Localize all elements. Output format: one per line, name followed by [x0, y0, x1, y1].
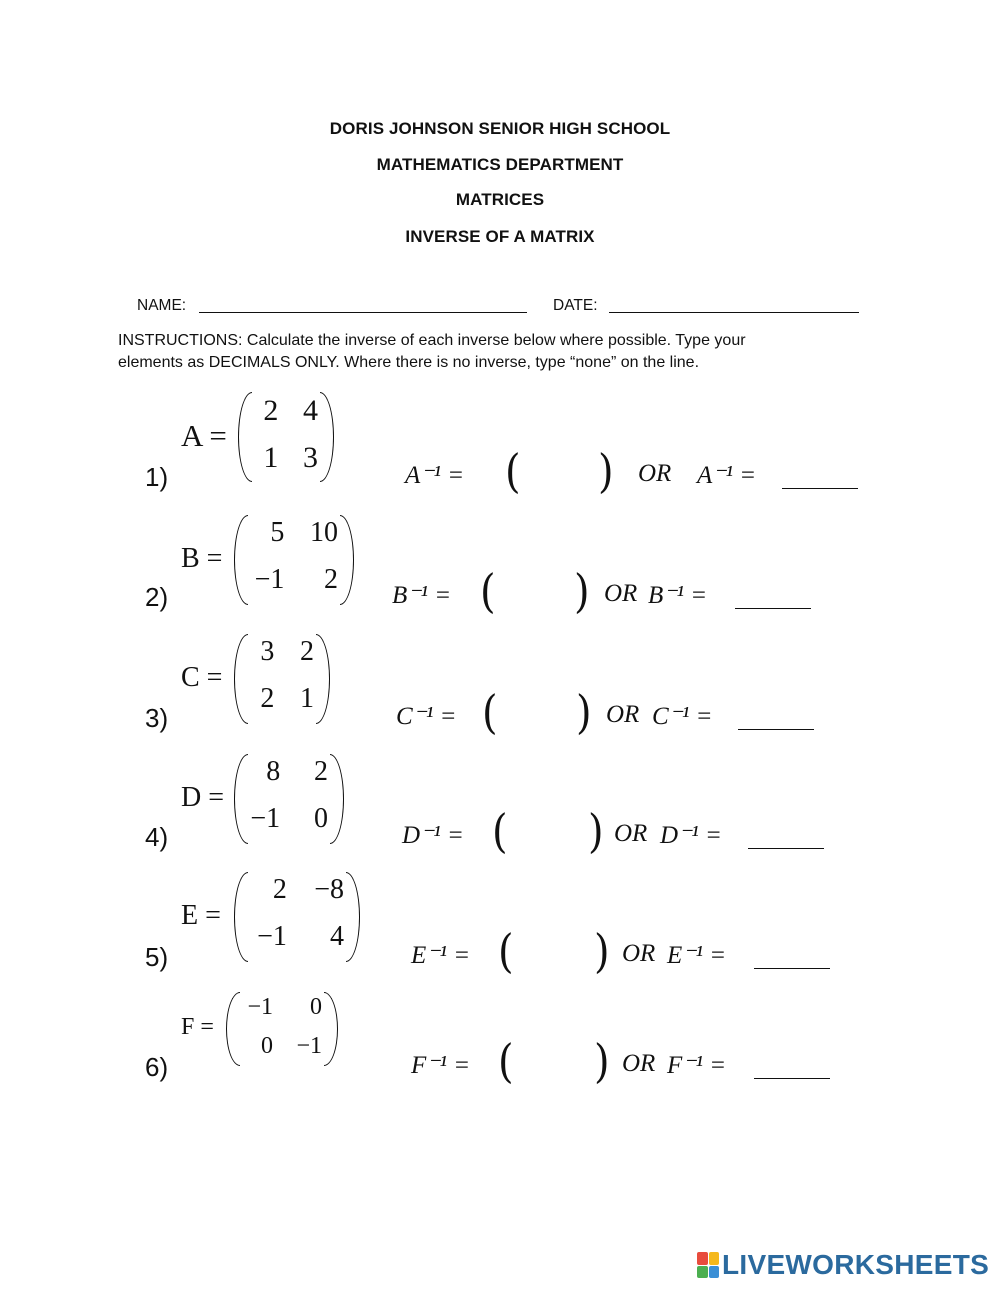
matrix-cell: 0: [314, 803, 328, 834]
answer-blank-line[interactable]: [754, 968, 830, 969]
inverse-label-2: A⁻¹ =: [697, 462, 757, 489]
inverse-label: E⁻¹ =: [411, 942, 471, 969]
matrix-cell: −1: [250, 803, 281, 834]
answer-open-paren: (: [482, 686, 498, 740]
matrix-right-paren: [340, 515, 354, 605]
answer-matrix-input[interactable]: [498, 574, 570, 618]
matrix-right-paren: [316, 634, 330, 724]
matrix-cell: 2: [272, 874, 287, 905]
matrix-cell: 3: [260, 636, 275, 667]
or-text: OR: [614, 820, 648, 847]
matrix-cell: 2: [314, 756, 328, 787]
matrix-cell: 5: [270, 517, 285, 548]
instructions-line-1: INSTRUCTIONS: Calculate the inverse of each inverse below where possible. Type your: [118, 332, 746, 349]
logo-text: LIVEWORKSHEETS: [722, 1249, 990, 1280]
question-number: 4): [145, 822, 169, 852]
matrix-cell: −1: [296, 1033, 322, 1059]
matrix-right-paren: [330, 754, 344, 844]
matrix-cell: 4: [330, 921, 344, 952]
answer-blank-line[interactable]: [782, 488, 858, 489]
matrix-cell: 8: [266, 756, 281, 787]
date-label: DATE:: [553, 297, 598, 314]
date-line[interactable]: [609, 312, 859, 313]
inverse-label-2: F⁻¹ =: [667, 1052, 727, 1079]
inverse-label: C⁻¹ =: [396, 703, 457, 730]
instructions-line-2: elements as DECIMALS ONLY. Where there is no inverse, type “none” on the line.: [118, 354, 700, 371]
inverse-label: A⁻¹ =: [405, 462, 465, 489]
answer-matrix-input[interactable]: [500, 695, 572, 739]
answer-close-paren: ): [594, 925, 610, 979]
answer-open-paren: (: [505, 445, 521, 499]
instructions: [118, 330, 858, 374]
answer-open-paren: (: [492, 805, 508, 859]
name-label: NAME:: [137, 297, 187, 314]
or-text: OR: [622, 940, 656, 967]
matrix-right-paren: [324, 992, 338, 1066]
question-number: 2): [145, 582, 169, 612]
badge-square-red: [697, 1252, 708, 1265]
matrix-cell: 4: [303, 394, 318, 427]
matrix-cell: 0: [261, 1033, 274, 1059]
or-text: OR: [604, 580, 638, 607]
matrix-label: E =: [181, 899, 221, 931]
answer-close-paren: ): [594, 1035, 610, 1089]
inverse-label: B⁻¹ =: [392, 582, 452, 609]
inverse-label: F⁻¹ =: [411, 1052, 471, 1079]
answer-blank-line[interactable]: [738, 729, 814, 730]
question-number: 3): [145, 703, 169, 733]
answer-blank-line[interactable]: [735, 608, 811, 609]
or-text: OR: [622, 1050, 656, 1077]
matrix-label: A =: [181, 417, 227, 453]
answer-matrix-input[interactable]: [510, 814, 584, 858]
answer-close-paren: ): [588, 805, 604, 859]
or-text: OR: [606, 701, 640, 728]
matrix-cell: −1: [254, 564, 285, 595]
matrix-right-paren: [346, 872, 360, 962]
question-number: 6): [145, 1052, 169, 1082]
matrix-label: D =: [181, 781, 225, 813]
matrix-label: B =: [181, 542, 223, 574]
matrix-right-paren: [320, 392, 334, 482]
matrix-cell: −1: [247, 994, 274, 1020]
inverse-label-2: C⁻¹ =: [652, 703, 713, 730]
answer-close-paren: ): [598, 445, 614, 499]
matrix-cell: 2: [300, 636, 314, 667]
badge-square-blue: [709, 1266, 720, 1279]
matrix-cell: 2: [263, 394, 279, 427]
inverse-label-2: E⁻¹ =: [667, 942, 727, 969]
badge-square-yellow: [709, 1252, 720, 1265]
question-number: 5): [145, 942, 169, 972]
matrix-cell: −1: [257, 921, 287, 952]
matrix-cell: 1: [300, 683, 314, 714]
matrix-cell: 0: [310, 994, 322, 1020]
liveworksheets-logo: [697, 1250, 989, 1280]
subject-title: MATRICES: [455, 190, 545, 209]
matrix-cell: 3: [303, 441, 318, 474]
answer-open-paren: (: [498, 925, 514, 979]
topic-title: INVERSE OF A MATRIX: [405, 227, 595, 246]
answer-matrix-input[interactable]: [516, 934, 590, 978]
answer-matrix-input[interactable]: [523, 454, 594, 498]
or-text: OR: [638, 460, 672, 487]
answer-close-paren: ): [574, 565, 590, 619]
inverse-label-2: B⁻¹ =: [648, 582, 708, 609]
matrix-cell: 2: [324, 564, 338, 595]
answer-close-paren: ): [576, 686, 592, 740]
matrix-label: C =: [181, 661, 223, 693]
department-title: MATHEMATICS DEPARTMENT: [376, 155, 624, 174]
answer-open-paren: (: [498, 1035, 514, 1089]
school-title: DORIS JOHNSON SENIOR HIGH SCHOOL: [329, 119, 671, 138]
answer-matrix-input[interactable]: [516, 1044, 590, 1088]
badge-square-green: [697, 1266, 708, 1279]
answer-blank-line[interactable]: [748, 848, 824, 849]
logo-badge-icon: [697, 1252, 719, 1278]
name-line[interactable]: [199, 312, 527, 313]
inverse-label-2: D⁻¹ =: [660, 822, 722, 849]
matrix-label: F =: [181, 1014, 214, 1041]
matrix-cell: 2: [260, 683, 275, 714]
matrix-cell: −8: [314, 874, 344, 905]
question-number: 1): [145, 462, 169, 492]
matrix-cell: 10: [310, 517, 338, 548]
answer-open-paren: (: [480, 565, 496, 619]
inverse-label: D⁻¹ =: [402, 822, 464, 849]
answer-blank-line[interactable]: [754, 1078, 830, 1079]
matrix-cell: 1: [263, 441, 279, 474]
